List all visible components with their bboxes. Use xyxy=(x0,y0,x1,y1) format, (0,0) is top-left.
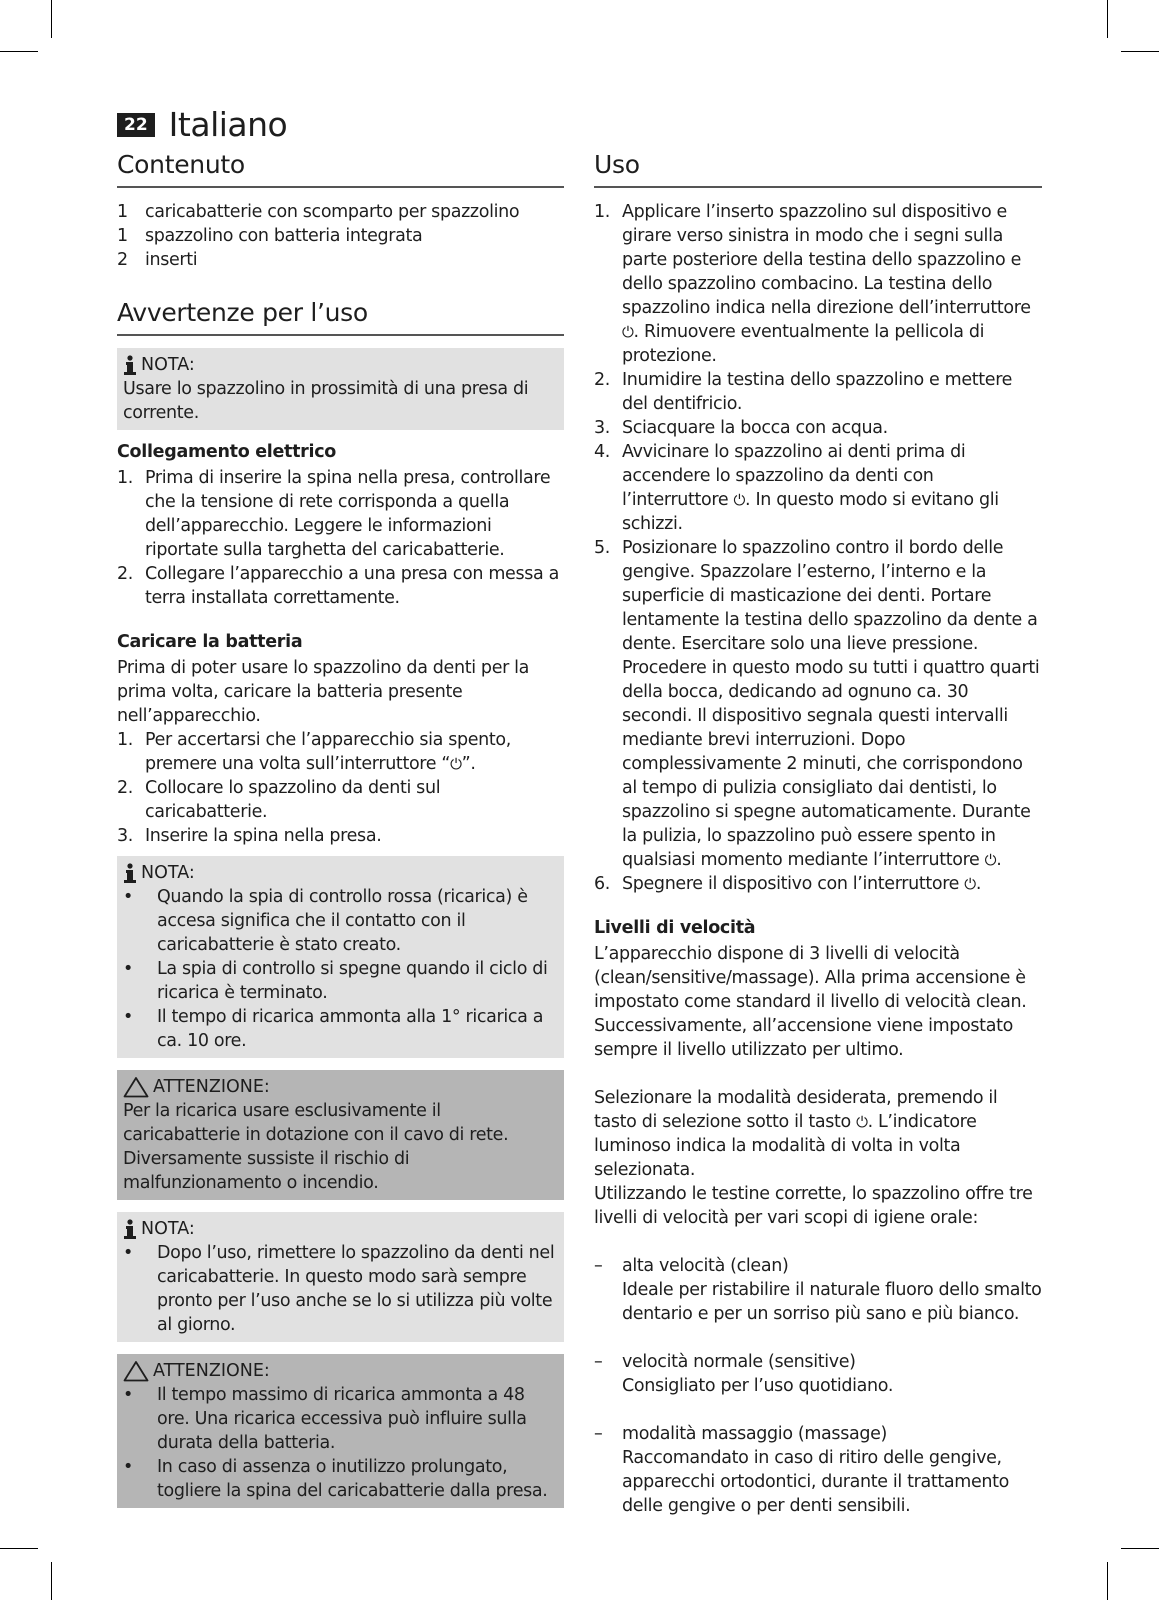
note-title: NOTA: xyxy=(141,1219,195,1239)
speed-heading: Livelli di velocità xyxy=(594,918,756,938)
crop-mark xyxy=(0,51,38,52)
battery-intro: Prima di poter usare lo spazzolino da denti per la prima volta, caricare la batteria presente nell’apparecchio. xyxy=(117,658,530,726)
power-icon: ⏻ xyxy=(733,491,746,509)
attention-text: Per la ricarica usare esclusivamente il caricabatterie in dotazione con il cavo di rete. Diversamente sussiste il rischio di malfunzionamento o incendio. xyxy=(123,1101,509,1193)
speed-paragraph: Selezionare la modalità desiderata, premendo il tasto di selezione sotto il tasto ⏻. L’indicatore luminoso indica la modalità di volta in volta selezionata. xyxy=(594,1088,998,1180)
crop-mark xyxy=(1121,1548,1159,1549)
crop-mark xyxy=(1121,51,1159,52)
bullet-icon: • xyxy=(123,1457,133,1477)
info-icon xyxy=(123,863,137,883)
bullet-item: • Il tempo massimo di ricarica ammonta a 48 ore. Una ricarica eccessiva può influire sulla durata della batteria. xyxy=(123,1385,527,1453)
speed-paragraph: Utilizzando le testine corrette, lo spazzolino offre tre livelli di velocità per vari scopi di igiene orale: xyxy=(594,1184,1033,1228)
note-text: Usare lo spazzolino in prossimità di una presa di corrente. xyxy=(123,379,529,423)
list-item: 5. Posizionare lo spazzolino contro il bordo delle gengive. Spazzolare l’esterno, l’interno e la superficie di masticazione dei denti. Portare lentamente la testina dello spazzolino da dente a dente. Esercitare solo una lieve pressione. Procedere in questo modo su tutti i quattro quarti della bocca, dedicando ad ognuno ca. 30 secondi. Il dispositivo segnala questi intervalli mediante brevi interruzioni. Dopo complessivamente 2 minuti, che corrispondono al tempo di pulizia consigliato dai dentisti, lo spazzolino si spegne automaticamente. Durante la pulizia, lo spazzolino può essere spento in qualsiasi momento mediante l’interruttore ⏻. xyxy=(594,538,1040,870)
list-item: – velocità normale (sensitive) Consigliato per l’uso quotidiano. xyxy=(594,1352,894,1396)
bullet-item: • La spia di controllo si spegne quando il ciclo di ricarica è terminato. xyxy=(123,959,548,1003)
list-item: 2. Collegare l’apparecchio a una presa con messa a terra installata correttamente. xyxy=(117,564,559,608)
list-item: 1. Prima di inserire la spina nella presa, controllare che la tensione di rete corrisponda a quella dell’apparecchio. Leggere le informazioni riportate sulla targhetta del caricabatterie. xyxy=(117,468,551,560)
bullet-item: • Dopo l’uso, rimettere lo spazzolino da denti nel caricabatterie. In questo modo sarà sempre pronto per l’uso anche se lo si utilizza più volte al giorno. xyxy=(123,1243,555,1335)
note-box xyxy=(117,856,564,1058)
speed-paragraph: L’apparecchio dispone di 3 livelli di velocità (clean/sensitive/massage). Alla prima accensione è impostato come standard il livello di velocità clean. Successivamente, all’accensione viene impostato sempre il livello utilizzato per ultimo. xyxy=(594,944,1027,1060)
note-title: NOTA: xyxy=(141,863,195,883)
list-item: – alta velocità (clean) Ideale per ristabilire il naturale fluoro dello smalto dentario e per un sorriso più sano e più bianco. xyxy=(594,1256,1042,1324)
warning-triangle-icon xyxy=(123,1360,149,1382)
battery-list xyxy=(117,728,564,848)
list-item: 3. Sciacquare la bocca con acqua. xyxy=(594,418,888,438)
list-item: – modalità massaggio (massage) Raccomandato in caso di ritiro delle gengive, apparecchi ortodontici, durante il trattamento delle gengive o per denti sensibili. xyxy=(594,1424,1009,1516)
list-item: 1. Per accertarsi che l’apparecchio sia spento, premere una volta sull’interruttore “⏻”. xyxy=(117,730,511,774)
bullet-item: • Quando la spia di controllo rossa (ricarica) è accesa significa che il contatto con il caricabatterie è stato creato. xyxy=(123,887,528,955)
attention-box xyxy=(117,1354,564,1508)
list-item: 2. Collocare lo spazzolino da denti sul caricabatterie. xyxy=(117,778,441,822)
bullet-icon: • xyxy=(123,959,133,979)
list-item: 1 spazzolino con batteria integrata xyxy=(117,226,423,246)
page-number: 22 xyxy=(117,113,155,137)
use-steps xyxy=(594,200,1042,896)
battery-heading: Caricare la batteria xyxy=(117,632,303,652)
bullet-icon: • xyxy=(123,1385,133,1405)
crop-mark xyxy=(1107,0,1108,38)
power-icon: ⏻ xyxy=(856,1113,868,1131)
left-column xyxy=(117,150,564,1520)
note-title: NOTA: xyxy=(141,355,195,375)
bullet-item: • In caso di assenza o inutilizzo prolungato, togliere la spina del caricabatterie dalla presa. xyxy=(123,1457,548,1501)
attention-title: ATTENZIONE: xyxy=(153,1077,270,1097)
power-icon: ⏻ xyxy=(450,755,462,773)
list-item: 1 caricabatterie con scomparto per spazzolino xyxy=(117,202,520,222)
page-header xyxy=(117,105,287,144)
info-icon xyxy=(123,355,137,375)
bullet-icon: • xyxy=(123,1007,133,1027)
crop-mark xyxy=(0,1548,38,1549)
list-item: 2 inserti xyxy=(117,250,198,270)
bullet-item: • Il tempo di ricarica ammonta alla 1° ricarica a ca. 10 ore. xyxy=(123,1007,544,1051)
attention-title: ATTENZIONE: xyxy=(153,1361,270,1381)
crop-mark xyxy=(51,0,52,38)
warnings-heading: Avvertenze per l’uso xyxy=(117,298,564,336)
list-item: 1. Applicare l’inserto spazzolino sul dispositivo e girare verso sinistra in modo che i segni sulla parte posteriore della testina dello spazzolino e dello spazzolino combacino. La testina dello spazzolino indica nella direzione dell’interruttore ⏻. Rimuovere eventualmente la pellicola di protezione. xyxy=(594,202,1031,366)
list-item: 6. Spegnere il dispositivo con l’interruttore ⏻. xyxy=(594,874,982,894)
power-icon: ⏻ xyxy=(964,875,976,893)
list-item: 3. Inserire la spina nella presa. xyxy=(117,826,382,846)
power-icon: ⏻ xyxy=(622,323,634,341)
crop-mark xyxy=(1107,1562,1108,1600)
right-column xyxy=(594,150,1042,1518)
info-icon xyxy=(123,1219,137,1239)
bullet-icon: • xyxy=(123,1243,133,1263)
list-item: 2. Inumidire la testina dello spazzolino e mettere del dentifricio. xyxy=(594,370,1013,414)
note-box xyxy=(117,1212,564,1342)
power-icon: ⏻ xyxy=(984,851,997,869)
contents-list xyxy=(117,200,564,272)
bullet-icon: • xyxy=(123,887,133,907)
use-heading: Uso xyxy=(594,150,1042,188)
list-item: 4. Avvicinare lo spazzolino ai denti prima di accendere lo spazzolino da denti con l’interruttore ⏻. In questo modo si evitano gli schizzi. xyxy=(594,442,999,534)
crop-mark xyxy=(51,1562,52,1600)
speed-mode-list xyxy=(594,1254,1042,1518)
language-title: Italiano xyxy=(168,105,288,144)
note-box xyxy=(117,348,564,430)
attention-box xyxy=(117,1070,564,1200)
warning-triangle-icon xyxy=(123,1076,149,1098)
electrical-list xyxy=(117,466,564,610)
electrical-heading: Collegamento elettrico xyxy=(117,442,337,462)
contents-heading: Contenuto xyxy=(117,150,564,188)
